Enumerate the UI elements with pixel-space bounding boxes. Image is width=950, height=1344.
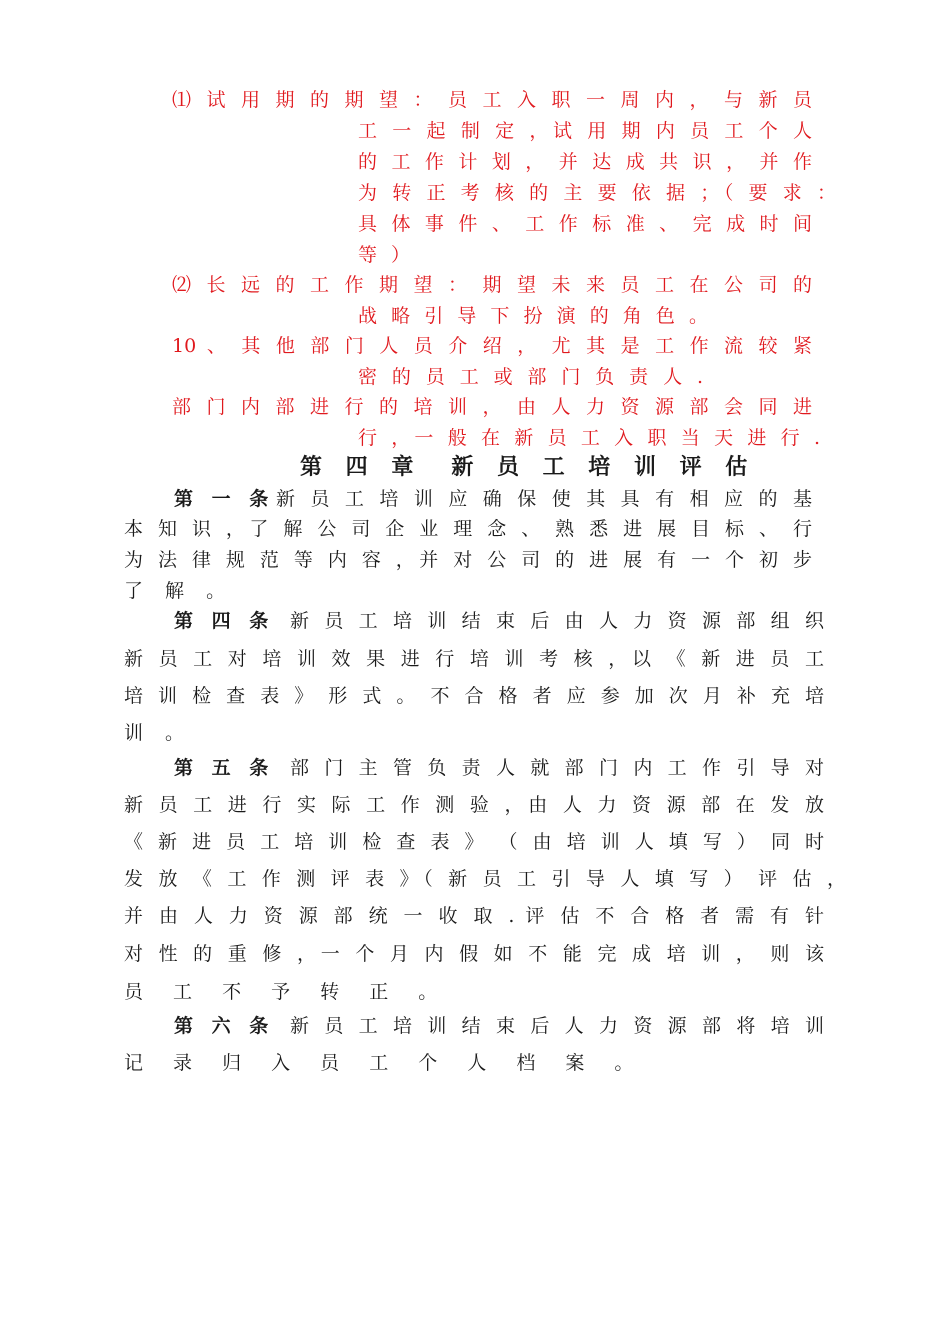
article-1-line: 本 知 识 ，了 解 公 司 企 业 理 念 、 熟 悉 进 展 目 标 、 行 xyxy=(124,518,812,540)
article-5-line: 部 门 主 管 负 责 人 就 部 门 内 工 作 引 导 对 xyxy=(290,757,824,779)
article-label: 第 五 条 xyxy=(174,757,275,779)
item2-line: ⑵ 长 远 的 工 作 期 望 ： 期 望 未 来 员 工 在 公 司 的 xyxy=(172,274,812,296)
article-label: 第 六 条 xyxy=(174,1015,275,1037)
item10-line: 10 、 其 他 部 门 人 员 介 绍 ， 尤 其 是 工 作 流 较 紧 xyxy=(172,335,812,357)
article-5-line: 发 放 《 工 作 测 评 表 》（ 新 员 工 引 导 人 填 写 ） 评 估 ， xyxy=(124,868,846,890)
article-1-line: 新 员 工 培 训 应 确 保 使 其 具 有 相 应 的 基 xyxy=(276,488,812,510)
item10-line: 密 的 员 工 或 部 门 负 责 人 . xyxy=(358,366,703,388)
article-5-line: 对 性 的 重 修 ，一 个 月 内 假 如 不 能 完 成 培 训 ， 则 该 xyxy=(124,943,824,965)
chapter-title: 第 四 章 新 员 工 培 训 评 估 xyxy=(300,454,756,480)
article-4-line: 训 。 xyxy=(124,722,193,744)
article-5-line: 并 由 人 力 资 源 部 统 一 收 取 . 评 估 不 合 格 者 需 有 针 xyxy=(124,905,824,927)
item1-line: 工 一 起 制 定 ，试 用 期 内 员 工 个 人 xyxy=(358,120,812,142)
article-1-line: 了 解 。 xyxy=(124,580,234,602)
item1-line: 等 ） xyxy=(358,244,415,266)
article-4-line: 培 训 检 查 表 》 形 式 。 不 合 格 者 应 参 加 次 月 补 充 培 xyxy=(124,685,824,707)
article-4-line: 新 员 工 对 培 训 效 果 进 行 培 训 考 核 ，以 《 新 进 员 工 xyxy=(124,648,824,670)
article-1-line: 为 法 律 规 范 等 内 容 ，并 对 公 司 的 进 展 有 一 个 初 步 xyxy=(124,549,812,571)
article-label: 第 四 条 xyxy=(174,610,275,632)
article-5-line: 员 工 不 予 转 正 。 xyxy=(124,981,450,1003)
item1-line: 具 体 事 件 、 工 作 标 准 、 完 成 时 间 xyxy=(358,213,812,235)
article-label: 第 一 条 xyxy=(174,488,275,510)
item1-line: ⑴ 试 用 期 的 期 望 ： 员 工 入 职 一 周 内 ， 与 新 员 xyxy=(172,89,812,111)
item1-line: 的 工 作 计 划 ， 并 达 成 共 识 ， 并 作 xyxy=(358,151,812,173)
dept-training-line: 行 ，一 般 在 新 员 工 入 职 当 天 进 行 . xyxy=(358,427,820,449)
dept-training-line: 部 门 内 部 进 行 的 培 训 ， 由 人 力 资 源 部 会 同 进 xyxy=(172,396,812,418)
article-4-line: 新 员 工 培 训 结 束 后 由 人 力 资 源 部 组 织 xyxy=(290,610,824,632)
item1-line: 为 转 正 考 核 的 主 要 依 据 ；（ 要 求 ： xyxy=(358,182,836,204)
article-6-line: 记 录 归 入 员 工 个 人 档 案 。 xyxy=(124,1052,646,1074)
item2-line: 战 略 引 导 下 扮 演 的 角 色 。 xyxy=(358,305,708,327)
article-5-line: 新 员 工 进 行 实 际 工 作 测 验 ，由 人 力 资 源 部 在 发 放 xyxy=(124,794,824,816)
article-5-line: 《 新 进 员 工 培 训 检 查 表 》 （ 由 培 训 人 填 写 ） 同 时 xyxy=(124,831,824,853)
article-6-line: 新 员 工 培 训 结 束 后 人 力 资 源 部 将 培 训 xyxy=(290,1015,824,1037)
